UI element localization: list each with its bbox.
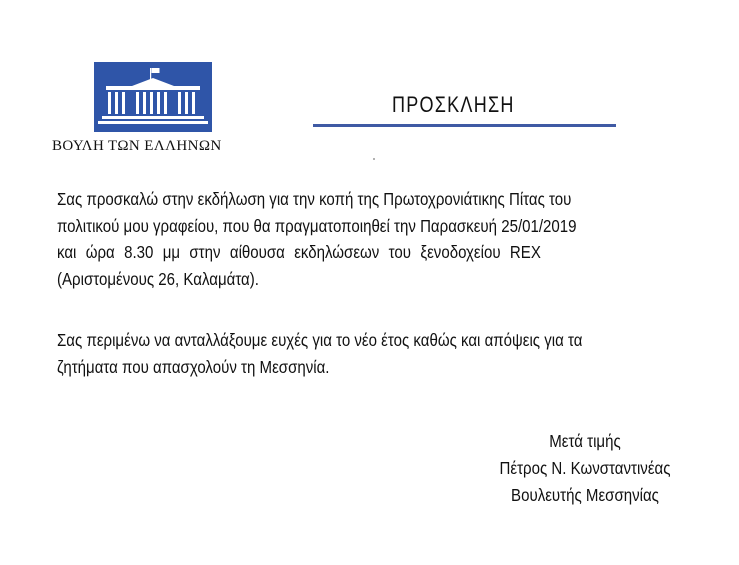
paragraph-line: και ώρα 8.30 μμ στην αίθουσα εκδηλώσεων του ξενοδοχείου REX bbox=[57, 242, 541, 262]
signature-role: Βουλευτής Μεσσηνίας bbox=[511, 485, 659, 505]
wishes-paragraph bbox=[57, 327, 679, 380]
parliament-logo bbox=[52, 58, 252, 168]
scan-speck bbox=[373, 158, 375, 160]
institution-name: ΒΟΥΛΗ ΤΩΝ ΕΛΛΗΝΩΝ bbox=[52, 138, 222, 154]
signature-block bbox=[470, 428, 700, 509]
title-underline bbox=[313, 124, 616, 127]
parliament-building-icon bbox=[94, 62, 212, 132]
paragraph-line: Σας προσκαλώ στην εκδήλωση για την κοπή της Πρωτοχρονιάτικης Πίτας του bbox=[57, 189, 572, 209]
paragraph-line: (Αριστομένους 26, Καλαμάτα). bbox=[57, 268, 259, 289]
signature-closing: Μετά τιμής bbox=[549, 431, 621, 451]
paragraph-line: Σας περιμένω να ανταλλάξουμε ευχές για το νέο έτος καθώς και απόψεις για τα bbox=[57, 330, 583, 350]
invitation-paragraph bbox=[57, 186, 679, 292]
page-title: ΠΡΟΣΚΛΗΣΗ bbox=[392, 92, 515, 117]
signature-name: Πέτρος Ν. Κωνσταντινέας bbox=[499, 458, 671, 478]
paragraph-line: πολιτικού μου γραφείου, που θα πραγματοποιηθεί την Παρασκευή 25/01/2019 bbox=[57, 215, 577, 236]
paragraph-line: ζητήματα που απασχολούν τη Μεσσηνία. bbox=[57, 356, 330, 377]
